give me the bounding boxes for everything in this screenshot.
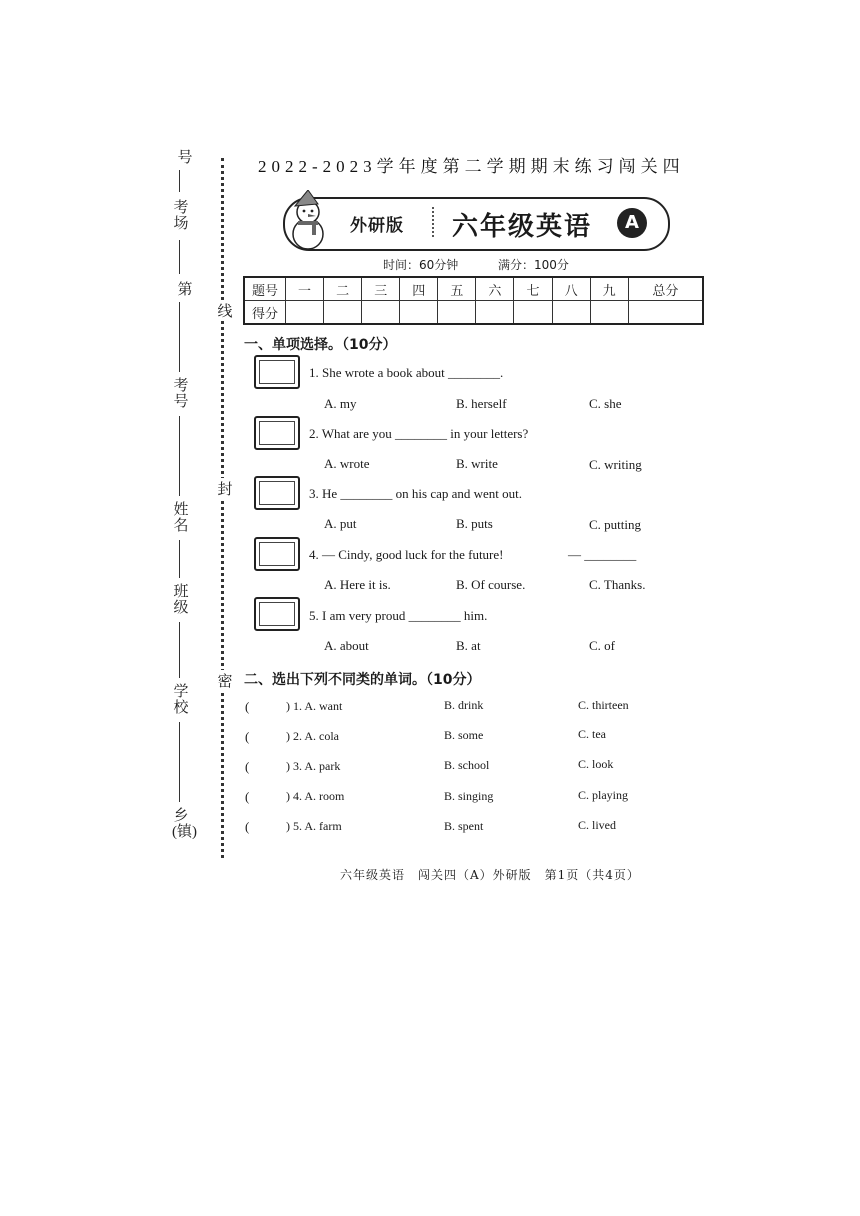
score-entry-cell[interactable] xyxy=(514,301,552,325)
answer-paren[interactable]: ( xyxy=(245,759,250,774)
score-table-cell: 三 xyxy=(362,277,400,301)
item-number-option-a: ) 3. A. park xyxy=(286,759,341,773)
answer-box[interactable] xyxy=(254,355,300,389)
question-reply-blank: — ________ xyxy=(568,547,637,562)
snowman-icon xyxy=(285,190,331,252)
option-c: C. Thanks. xyxy=(589,577,646,592)
seal-char-feng: 封 xyxy=(215,478,235,499)
score-table-cell: 九 xyxy=(590,277,628,301)
option-a: A. my xyxy=(324,396,357,411)
option-c: C. putting xyxy=(589,517,642,532)
option-b: B. singing xyxy=(444,789,494,803)
margin-blank-line xyxy=(179,170,180,192)
subject-title: 六年级英语 xyxy=(452,212,593,242)
score-table-cell: 总分 xyxy=(628,277,703,301)
section1-heading: 一、单项选择。（10分） xyxy=(244,337,397,353)
margin-label-kaochang: 考场 xyxy=(173,200,189,232)
option-b: B. drink xyxy=(444,698,484,712)
margin-label-hao: 号 xyxy=(177,150,193,166)
version-badge: A xyxy=(617,208,647,238)
option-a: A. put xyxy=(324,516,357,531)
score-entry-cell[interactable] xyxy=(476,301,514,325)
question-stem: 3. He ________ on his cap and went out. xyxy=(309,486,523,501)
item-number-option-a: ) 2. A. cola xyxy=(286,729,339,743)
score-table-cell: 四 xyxy=(400,277,438,301)
answer-box[interactable] xyxy=(254,416,300,450)
item-number-option-a: ) 1. A. want xyxy=(286,699,343,713)
margin-label-kaohao: 考号 xyxy=(173,378,189,410)
edition-label: 外研版 xyxy=(350,216,404,236)
margin-blank-line xyxy=(179,622,180,678)
item-number-option-a: ) 5. A. farm xyxy=(286,819,342,833)
exam-title: 2022-2023学年度第二学期期末练习闯关四 xyxy=(258,157,685,176)
option-b: B. spent xyxy=(444,819,484,833)
question-stem: 1. She wrote a book about ________. xyxy=(309,365,504,380)
answer-paren[interactable]: ( xyxy=(245,819,250,834)
score-entry-cell[interactable] xyxy=(362,301,400,325)
score-entry-cell[interactable] xyxy=(552,301,590,325)
option-b: B. Of course. xyxy=(456,577,526,592)
option-b: B. some xyxy=(444,728,484,742)
score-table-cell: 题号 xyxy=(244,277,286,301)
score-entry-cell[interactable] xyxy=(438,301,476,325)
score-table-cell: 得分 xyxy=(244,301,286,325)
score-table-score-row xyxy=(244,301,703,325)
score-table xyxy=(243,276,704,325)
score-table-cell: 一 xyxy=(286,277,324,301)
score-entry-cell[interactable] xyxy=(400,301,438,325)
option-c: C. tea xyxy=(578,727,606,741)
question-stem: 4. — Cindy, good luck for the future! xyxy=(309,547,504,562)
score-table-cell: 五 xyxy=(438,277,476,301)
option-c: C. playing xyxy=(578,788,628,802)
answer-box[interactable] xyxy=(254,476,300,510)
margin-blank-line xyxy=(179,540,180,578)
option-c: C. thirteen xyxy=(578,698,629,712)
score-entry-cell[interactable] xyxy=(628,301,703,325)
question-stem: 2. What are you ________ in your letters? xyxy=(309,426,529,441)
option-a: A. wrote xyxy=(324,456,370,471)
score-entry-cell[interactable] xyxy=(324,301,362,325)
score-entry-cell[interactable] xyxy=(590,301,628,325)
margin-label-di: 第 xyxy=(177,282,193,298)
margin-blank-line xyxy=(179,240,180,274)
margin-blank-line xyxy=(179,722,180,802)
exam-time: 时间：60分钟 xyxy=(383,258,459,272)
score-entry-cell[interactable] xyxy=(286,301,324,325)
answer-paren[interactable]: ( xyxy=(245,789,250,804)
option-b: B. school xyxy=(444,758,490,772)
option-c: C. she xyxy=(589,396,622,411)
margin-blank-line xyxy=(179,416,180,496)
option-c: C. of xyxy=(589,638,615,653)
score-table-header-row xyxy=(244,277,703,301)
option-a: A. about xyxy=(324,638,369,653)
banner-divider xyxy=(432,207,434,237)
score-table-cell: 七 xyxy=(514,277,552,301)
seal-char-xian: 线 xyxy=(215,300,235,321)
margin-label-banji: 班级 xyxy=(173,584,189,616)
full-score: 满分：100分 xyxy=(498,258,569,272)
margin-label-xingming: 姓名 xyxy=(173,502,189,534)
margin-label-xuexiao: 学校 xyxy=(173,684,189,716)
section2-heading: 二、选出下列不同类的单词。（10分） xyxy=(244,672,481,688)
option-a: A. Here it is. xyxy=(324,577,391,592)
option-b: B. write xyxy=(456,456,498,471)
answer-box[interactable] xyxy=(254,537,300,571)
seal-char-mi: 密 xyxy=(215,670,235,691)
item-number-option-a: ) 4. A. room xyxy=(286,789,345,803)
question-stem: 5. I am very proud ________ him. xyxy=(309,608,488,623)
option-c: C. writing xyxy=(589,457,642,472)
score-table-cell: 六 xyxy=(476,277,514,301)
score-table-cell: 八 xyxy=(552,277,590,301)
seal-dotted-line xyxy=(221,158,224,858)
option-b: B. herself xyxy=(456,396,507,411)
margin-label-xiangzhen: 乡(镇) xyxy=(172,808,197,840)
answer-paren[interactable]: ( xyxy=(245,729,250,744)
answer-paren[interactable]: ( xyxy=(245,699,250,714)
option-c: C. lived xyxy=(578,818,616,832)
option-c: C. look xyxy=(578,757,614,771)
margin-blank-line xyxy=(179,302,180,372)
option-b: B. at xyxy=(456,638,481,653)
answer-box[interactable] xyxy=(254,597,300,631)
page-footer: 六年级英语 闯关四（A）外研版 第1页（共4页） xyxy=(340,868,640,882)
option-b: B. puts xyxy=(456,516,493,531)
score-table-cell: 二 xyxy=(324,277,362,301)
